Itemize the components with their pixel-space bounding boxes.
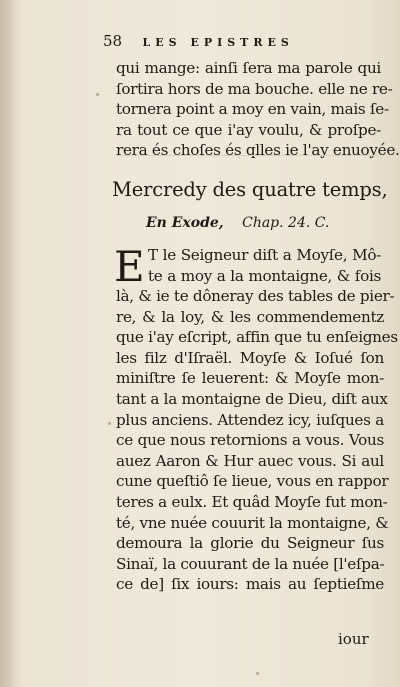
section-divider [116, 155, 378, 156]
running-head [103, 32, 373, 50]
paper-fleck [256, 672, 259, 675]
drop-cap: E [114, 242, 145, 291]
text-line: tornera point a moy en vain, mais ſe- [116, 100, 389, 119]
text-line: re, & la loy, & les commendementz [116, 307, 384, 326]
text-line: là, & ie te dôneray des tables de pier- [116, 287, 395, 305]
paper-fleck [96, 93, 99, 96]
text-line: ce que nous retornions a vous. Vous [116, 431, 384, 450]
catchword: iour [338, 630, 369, 648]
text-line: té, vne nuée couurit la montaigne, & [116, 513, 389, 532]
chapter-reference: Chap. 24. C. [242, 215, 330, 231]
text-line: tant a la montaigne de Dieu, diſt aux [116, 389, 388, 408]
opening-lines [148, 245, 381, 286]
text-line: teres a eulx. Et quâd Moyſe fut mon- [116, 492, 388, 511]
text-line: ſortira hors de ma bouche. elle ne re- [116, 79, 393, 98]
paper-fleck [108, 422, 111, 425]
text-line: auez Aaron & Hur auec vous. Si aul [116, 451, 384, 470]
page-number: 58 [103, 32, 123, 50]
text-line: ce de] ſix iours: mais au ſeptieſme [116, 575, 384, 594]
body-text [116, 286, 398, 595]
text-line: Sinaï, la couurant de la nuée [l'eſpa- [116, 554, 385, 573]
text-line: les filz d'Iſraël. Moyſe & Ioſué ſon [116, 348, 384, 367]
text-line: qui mange: ainſi ſera ma parole qui [116, 59, 381, 77]
section-subheading [146, 215, 386, 231]
text-line: cune queſtiô ſe lieue, vous en rappor [116, 472, 389, 491]
running-title: LES EPISTRES [142, 36, 294, 49]
text-line: miniſtre ſe leuerent: & Moyſe mon- [116, 369, 384, 388]
text-line: ra tout ce que i'ay voulu, & proſpe- [116, 120, 381, 139]
text-line: te a moy a la montaigne, & fois [148, 266, 381, 285]
top-passage [116, 58, 400, 161]
text-line: T le Seigneur diſt a Moyſe, Mô- [148, 246, 381, 264]
book-reference: En Exode, [146, 215, 224, 231]
section-heading: Mercredy des quatre temps, [112, 178, 388, 201]
text-line: plus anciens. Attendez icy, iuſques a [116, 410, 384, 429]
text-line: rera és choſes és qlles ie l'ay enuoyée. [116, 141, 400, 160]
page-gutter-shadow [0, 0, 18, 687]
text-line: demoura la glorie du Seigneur ſus [116, 534, 384, 553]
text-line: que i'ay eſcript, affin que tu enſeignes [116, 328, 398, 347]
